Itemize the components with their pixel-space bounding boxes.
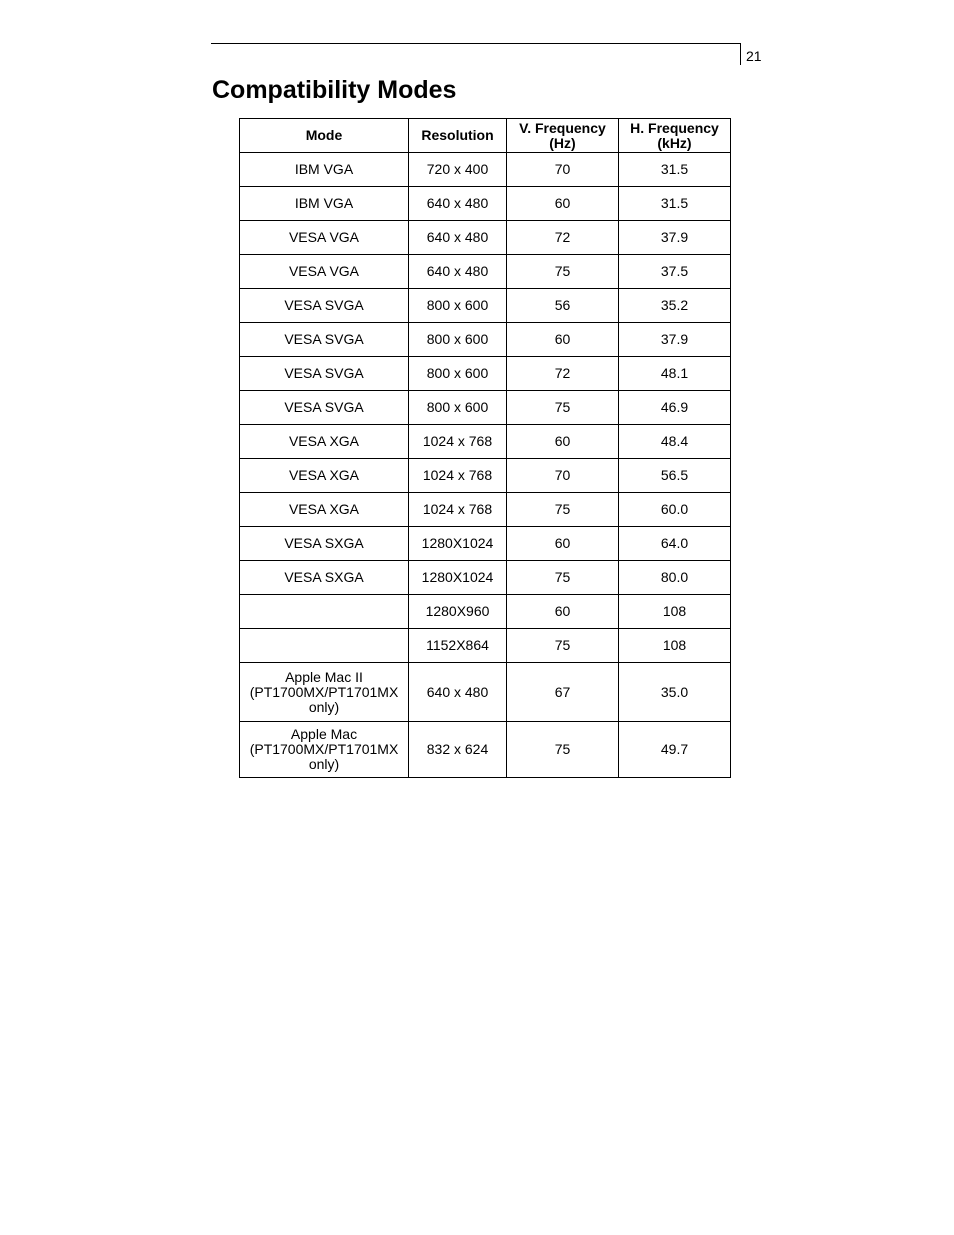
cell-v-frequency (507, 357, 619, 391)
cell-v-frequency (507, 323, 619, 357)
cell-v-frequency-text: 75 (554, 741, 571, 757)
cell-resolution-text: 1024 x 768 (422, 433, 493, 449)
cell-mode-text: Apple Mac II (PT1700MX/PT1701MX only) (249, 668, 399, 715)
cell-resolution (409, 323, 507, 357)
table-row (240, 255, 731, 289)
cell-v-frequency-text: 75 (554, 637, 571, 653)
cell-mode (240, 527, 409, 561)
cell-v-frequency (507, 629, 619, 663)
cell-mode (240, 391, 409, 425)
cell-h-frequency-text: 37.9 (660, 331, 689, 347)
cell-mode-text: VESA SVGA (284, 297, 364, 313)
cell-resolution-text: 832 x 624 (426, 741, 489, 757)
cell-mode-text: VESA VGA (288, 229, 360, 245)
cell-h-frequency-text: 108 (662, 603, 687, 619)
cell-resolution-text: 1280X1024 (421, 569, 494, 585)
cell-resolution-text: 800 x 600 (426, 365, 489, 381)
cell-v-frequency-text: 60 (554, 195, 571, 211)
header-rule (211, 43, 741, 44)
cell-v-frequency-text: 75 (554, 399, 571, 415)
table-row (240, 221, 731, 255)
cell-v-frequency (507, 187, 619, 221)
cell-resolution-text: 800 x 600 (426, 297, 489, 313)
table-row (240, 493, 731, 527)
cell-mode (240, 153, 409, 187)
cell-mode-text: IBM VGA (294, 195, 354, 211)
cell-v-frequency (507, 255, 619, 289)
table-row (240, 663, 731, 722)
cell-mode (240, 722, 409, 778)
cell-h-frequency (619, 527, 731, 561)
cell-mode-text: VESA SXGA (284, 569, 364, 585)
cell-h-frequency-text: 56.5 (660, 467, 689, 483)
cell-h-frequency-text: 64.0 (660, 535, 689, 551)
cell-h-frequency (619, 221, 731, 255)
cell-resolution (409, 255, 507, 289)
cell-mode (240, 459, 409, 493)
cell-mode (240, 493, 409, 527)
cell-mode-text: VESA SVGA (284, 331, 364, 347)
cell-h-frequency-text: 108 (662, 637, 687, 653)
cell-resolution-text: 1280X960 (425, 603, 490, 619)
cell-resolution-text: 800 x 600 (426, 331, 489, 347)
table-row (240, 459, 731, 493)
cell-resolution-text: 800 x 600 (426, 399, 489, 415)
cell-v-frequency (507, 289, 619, 323)
cell-v-frequency (507, 221, 619, 255)
cell-resolution (409, 289, 507, 323)
cell-resolution (409, 629, 507, 663)
table-row (240, 629, 731, 663)
cell-h-frequency (619, 357, 731, 391)
cell-h-frequency-text: 80.0 (660, 569, 689, 585)
cell-v-frequency (507, 459, 619, 493)
column-header-resolution: Resolution (409, 119, 507, 153)
cell-v-frequency-text: 75 (554, 569, 571, 585)
cell-mode-text: VESA XGA (288, 433, 360, 449)
table-row (240, 561, 731, 595)
cell-mode (240, 221, 409, 255)
table-body (240, 153, 731, 778)
cell-mode (240, 357, 409, 391)
cell-mode (240, 255, 409, 289)
cell-mode-text: IBM VGA (294, 161, 354, 177)
cell-mode-text: VESA SVGA (284, 365, 364, 381)
page-title: Compatibility Modes (212, 76, 457, 104)
cell-v-frequency (507, 527, 619, 561)
cell-mode-text: VESA VGA (288, 263, 360, 279)
column-header-h-frequency: H. Frequency (kHz) (619, 119, 731, 153)
cell-resolution (409, 221, 507, 255)
cell-resolution (409, 391, 507, 425)
cell-mode (240, 289, 409, 323)
cell-mode (240, 561, 409, 595)
cell-v-frequency-text: 60 (554, 603, 571, 619)
cell-h-frequency (619, 493, 731, 527)
cell-resolution-text: 1024 x 768 (422, 467, 493, 483)
cell-resolution (409, 459, 507, 493)
cell-h-frequency (619, 391, 731, 425)
cell-resolution-text: 1024 x 768 (422, 501, 493, 517)
cell-mode (240, 595, 409, 629)
cell-h-frequency (619, 153, 731, 187)
table-row (240, 425, 731, 459)
cell-mode (240, 629, 409, 663)
cell-h-frequency-text: 37.9 (660, 229, 689, 245)
cell-h-frequency-text: 48.1 (660, 365, 689, 381)
cell-resolution-text: 640 x 480 (426, 263, 489, 279)
cell-v-frequency (507, 493, 619, 527)
cell-v-frequency-text: 75 (554, 501, 571, 517)
cell-h-frequency-text: 31.5 (660, 195, 689, 211)
cell-resolution-text: 640 x 480 (426, 229, 489, 245)
cell-v-frequency-text: 70 (554, 467, 571, 483)
cell-mode (240, 187, 409, 221)
cell-v-frequency (507, 391, 619, 425)
cell-h-frequency (619, 561, 731, 595)
cell-h-frequency (619, 289, 731, 323)
cell-mode (240, 425, 409, 459)
cell-v-frequency-text: 70 (554, 161, 571, 177)
cell-v-frequency (507, 663, 619, 722)
cell-h-frequency-text: 46.9 (660, 399, 689, 415)
cell-resolution (409, 153, 507, 187)
cell-resolution (409, 493, 507, 527)
cell-resolution (409, 357, 507, 391)
table-row (240, 391, 731, 425)
cell-v-frequency-text: 60 (554, 535, 571, 551)
cell-mode-text: VESA XGA (288, 501, 360, 517)
cell-h-frequency-text: 48.4 (660, 433, 689, 449)
table-row (240, 187, 731, 221)
cell-h-frequency (619, 595, 731, 629)
cell-h-frequency (619, 323, 731, 357)
cell-h-frequency (619, 255, 731, 289)
cell-resolution (409, 425, 507, 459)
compatibility-modes-table (239, 118, 731, 778)
page-number: 21 (746, 48, 762, 64)
cell-v-frequency-text: 60 (554, 433, 571, 449)
table-row (240, 722, 731, 778)
header-divider (740, 43, 741, 65)
cell-resolution (409, 527, 507, 561)
cell-v-frequency (507, 561, 619, 595)
cell-resolution-text: 1152X864 (426, 637, 489, 653)
cell-resolution (409, 187, 507, 221)
cell-resolution (409, 663, 507, 722)
cell-h-frequency-text: 49.7 (660, 741, 689, 757)
cell-resolution (409, 595, 507, 629)
cell-h-frequency-text: 31.5 (660, 161, 689, 177)
cell-v-frequency (507, 595, 619, 629)
cell-v-frequency (507, 722, 619, 778)
cell-resolution (409, 561, 507, 595)
cell-h-frequency-text: 35.2 (660, 297, 689, 313)
cell-v-frequency-text: 67 (554, 683, 571, 700)
cell-h-frequency (619, 187, 731, 221)
cell-v-frequency-text: 72 (554, 229, 571, 245)
cell-resolution-text: 640 x 480 (426, 683, 489, 700)
cell-h-frequency (619, 459, 731, 493)
cell-h-frequency (619, 629, 731, 663)
cell-mode-text: Apple Mac (PT1700MX/PT1701MX only) (249, 726, 399, 772)
cell-resolution-text: 1280X1024 (421, 535, 494, 551)
cell-v-frequency-text: 72 (554, 365, 571, 381)
cell-mode-text: VESA SVGA (284, 399, 364, 415)
table-row (240, 323, 731, 357)
cell-h-frequency (619, 663, 731, 722)
cell-v-frequency-text: 60 (554, 331, 571, 347)
cell-h-frequency (619, 722, 731, 778)
cell-resolution-text: 640 x 480 (426, 195, 489, 211)
cell-resolution (409, 722, 507, 778)
cell-h-frequency-text: 37.5 (660, 263, 689, 279)
table-row (240, 595, 731, 629)
cell-h-frequency-text: 35.0 (660, 683, 689, 700)
cell-v-frequency (507, 153, 619, 187)
column-header-v-frequency: V. Frequency (Hz) (507, 119, 619, 153)
cell-v-frequency-text: 75 (554, 263, 571, 279)
table-header-row (240, 119, 731, 153)
table-row (240, 289, 731, 323)
cell-resolution-text: 720 x 400 (426, 161, 489, 177)
cell-v-frequency (507, 425, 619, 459)
table-row (240, 153, 731, 187)
cell-mode (240, 323, 409, 357)
table-row (240, 527, 731, 561)
cell-mode-text: VESA SXGA (284, 535, 364, 551)
cell-h-frequency-text: 60.0 (660, 501, 689, 517)
cell-mode-text: VESA XGA (288, 467, 360, 483)
table-row (240, 357, 731, 391)
cell-h-frequency (619, 425, 731, 459)
cell-mode (240, 663, 409, 722)
column-header-mode: Mode (240, 119, 409, 153)
cell-v-frequency-text: 56 (554, 297, 571, 313)
